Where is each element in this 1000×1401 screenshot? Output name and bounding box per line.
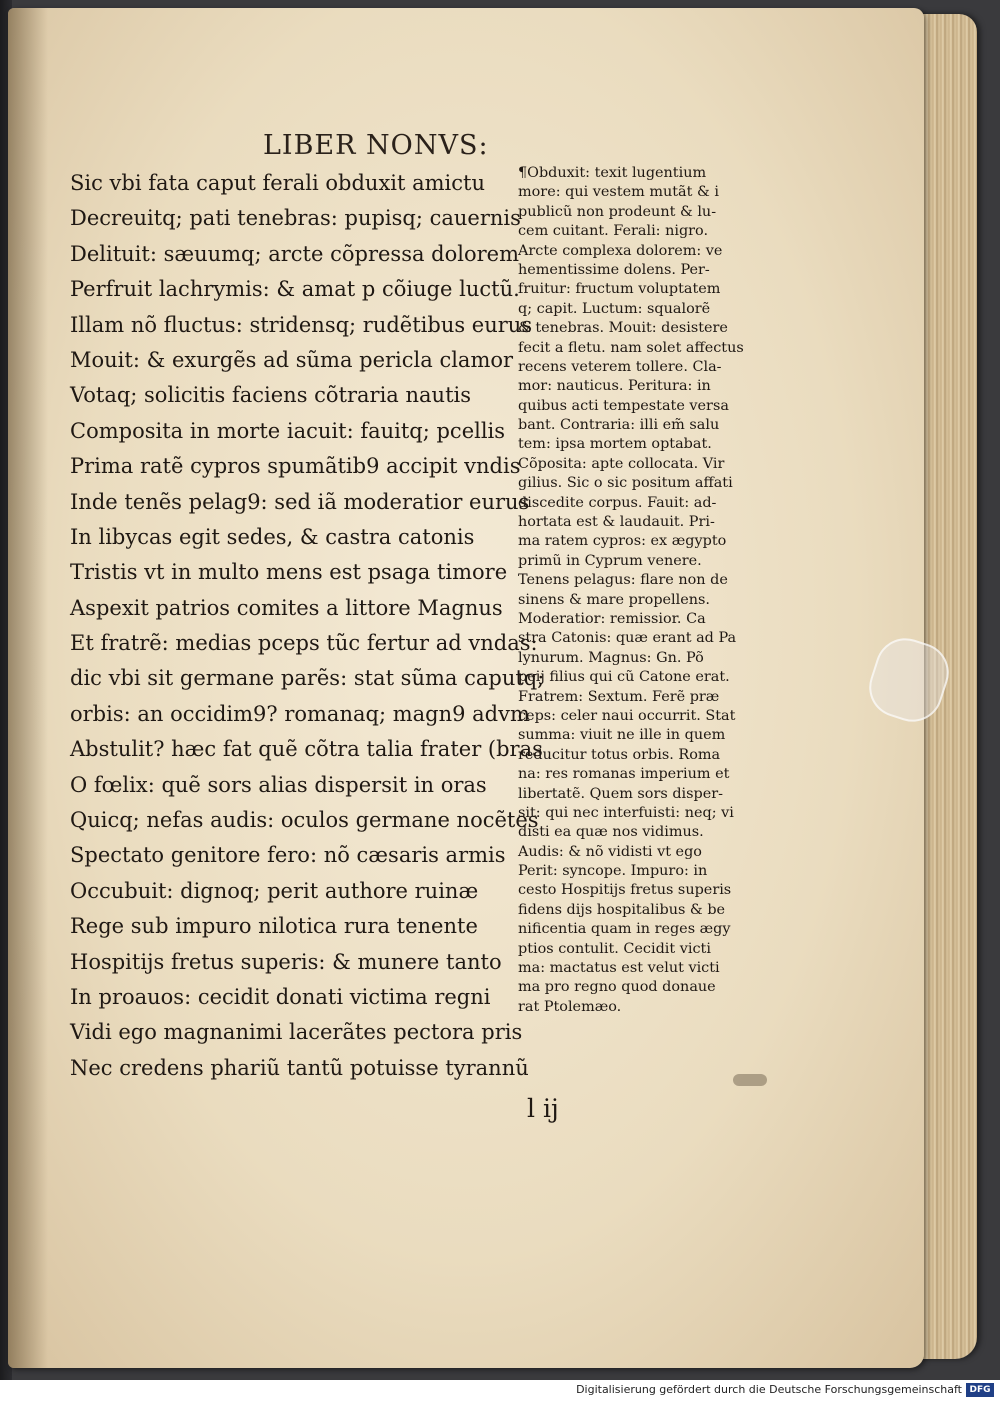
gloss-line: discedite corpus. Fauit: ad- [518,494,717,511]
gloss-line: more: qui vestem mutãt & i [518,184,719,201]
gloss-line: Arcte complexa dolorem: ve [518,242,723,259]
page-gutter [8,8,48,1368]
verse-line: Perfruit lachrymis: & amat p cõiuge luctũ. [70,277,520,302]
gloss-line: cesto Hospitijs fretus superis [518,882,732,899]
verse-line: Inde tenẽs pelag9: sed iã moderatior eurus [70,489,530,514]
gloss-line: stra Catonis: quæ erant ad Pa [518,630,737,647]
gloss-line: Cõposita: apte collocata. Vir [518,455,725,472]
gloss-line: bant. Contraria: illi em̃ salu [518,417,720,434]
verse-line: O fœlix: quẽ sors alias dispersit in oras [70,772,487,797]
gloss-line: ceps: celer naui occurrit. Stat [518,707,736,724]
verse-line: Quicq; nefas audis: oculos germane nocẽtes [70,808,539,833]
gloss-line: ptios contulit. Cecidit victi [518,940,711,957]
gloss-line: hortata est & laudauit. Pri- [518,514,715,531]
gloss-line: rat Ptolemæo. [518,998,622,1015]
gloss-line: ¶Obduxit: texit lugentium [518,165,707,181]
gloss-line: sinens & mare propellens. [518,591,711,608]
gloss-line: fruitur: fructum voluptatem [518,281,721,298]
gloss-line: lynurum. Magnus: Gn. Põ [518,649,704,666]
gloss-line: disti ea quæ nos vidimus. [518,824,704,841]
verse-line: Prima ratẽ cypros spumãtib9 accipit vndis [70,454,521,479]
verse-line: Et fratrẽ: medias pceps tũc fertur ad vndas: [70,631,538,656]
verse-line: Mouit: & exurgẽs ad sũma pericla clamor [70,347,514,372]
footer-bar [0,1380,1000,1401]
gloss-line: ma ratem cypros: ex ægypto [518,533,727,550]
dfg-logo: DFG [966,1383,994,1397]
verse-line: Occubuit: dignoq; perit authore ruinæ [70,878,479,903]
running-head: LIBER NONVS: [263,130,489,161]
ink-smudge [733,1074,767,1086]
gloss-line: nificentia quam in reges ægy [518,921,731,938]
gloss-line: na: res romanas imperium et [518,766,730,783]
gloss-line: recens veterem tollere. Cla- [518,358,722,375]
verse-line: Vidi ego magnanimi lacerãtes pectora pris [70,1020,523,1045]
verse-line: In proauos: cecidit donati victima regni [70,984,491,1009]
gloss-line: Perit: syncope. Impuro: in [518,863,708,880]
gloss-line: hementissime dolens. Per- [518,261,710,278]
gloss-line: & tenebras. Mouit: desistere [518,320,728,337]
gloss-line: ma: mactatus est velut victi [518,960,720,977]
gloss-line: Tenens pelagus: flare non de [518,572,728,589]
gloss-line: Moderatior: remissior. Ca [518,610,706,627]
gloss-line: mor: nauticus. Peritura: in [518,378,711,395]
gloss-line: tem: ipsa mortem optabat. [518,436,712,453]
gloss-line: ma pro regno quod donaue [518,979,716,996]
gloss-line: primũ in Cyprum venere. [518,552,702,569]
gloss-line: fidens dijs hospitalibus & be [518,901,726,918]
gloss-line: summa: viuit ne ille in quem [518,727,726,744]
gloss-line: cem cuitant. Ferali: nigro. [518,223,709,240]
gloss-line: peij filius qui cũ Catone erat. [518,669,730,686]
gloss-line: Audis: & nõ vidisti vt ego [518,843,702,860]
verse-line: Spectato genitore fero: nõ cæsaris armis [70,843,506,868]
gloss-line: q; capit. Luctum: squalorẽ [518,300,711,317]
verse-line: Sic vbi fata caput ferali obduxit amictu [70,171,485,195]
gloss-line: gilius. Sic o sic positum affati [518,475,733,492]
gloss-line: libertatẽ. Quem sors disper- [518,785,723,802]
verse-line: orbis: an occidim9? romanaq; magn9 advm [70,701,530,726]
verse-line: Aspexit patrios comites a littore Magnus [70,595,503,620]
commentary-column [518,164,768,1017]
gloss-line: quibus acti tempestate versa [518,397,729,414]
verse-line: Hospitijs fretus superis: & munere tanto [70,949,502,974]
gloss-line: publicũ non prodeunt & lu- [518,203,717,220]
gloss-line: reducitur totus orbis. Roma [518,746,721,763]
verse-column [70,166,545,1086]
verse-line: In libycas egit sedes, & castra catonis [70,524,475,549]
verse-line: Votaq; solicitis faciens cõtraria nautis [70,383,471,408]
verse-line: Rege sub impuro nilotica rura tenente [70,914,478,939]
verse-line: Illam nõ fluctus: stridensq; rudẽtibus eurus [70,312,533,337]
verse-line: Delituit: sæuumq; arcte cõpressa dolorem [70,241,519,266]
verse-line: Decreuitq; pati tenebras: pupisq; cauernis [70,206,521,231]
gloss-line: sit: qui nec interfuisti: neq; vi [518,804,734,821]
gloss-line: Fratrem: Sextum. Ferẽ præ [518,688,720,705]
funding-credit: Digitalisierung gefördert durch die Deutsche Forschungsgemeinschaft [576,1383,962,1396]
verse-line: Composita in morte iacuit: fauitq; pcellis [70,418,506,443]
verse-line: Abstulit? hæc fat quẽ cõtra talia frater (bras [70,737,543,762]
gloss-line: fecit a fletu. nam solet affectus [518,339,744,356]
signature-mark: l ij [527,1094,559,1123]
verse-line: Nec credens phariũ tantũ potuisse tyrannũ [70,1055,529,1080]
verse-line: Tristis vt in multo mens est psaga timore [70,560,508,585]
verse-line: dic vbi sit germane parẽs: stat sũma caputq; [70,666,545,691]
